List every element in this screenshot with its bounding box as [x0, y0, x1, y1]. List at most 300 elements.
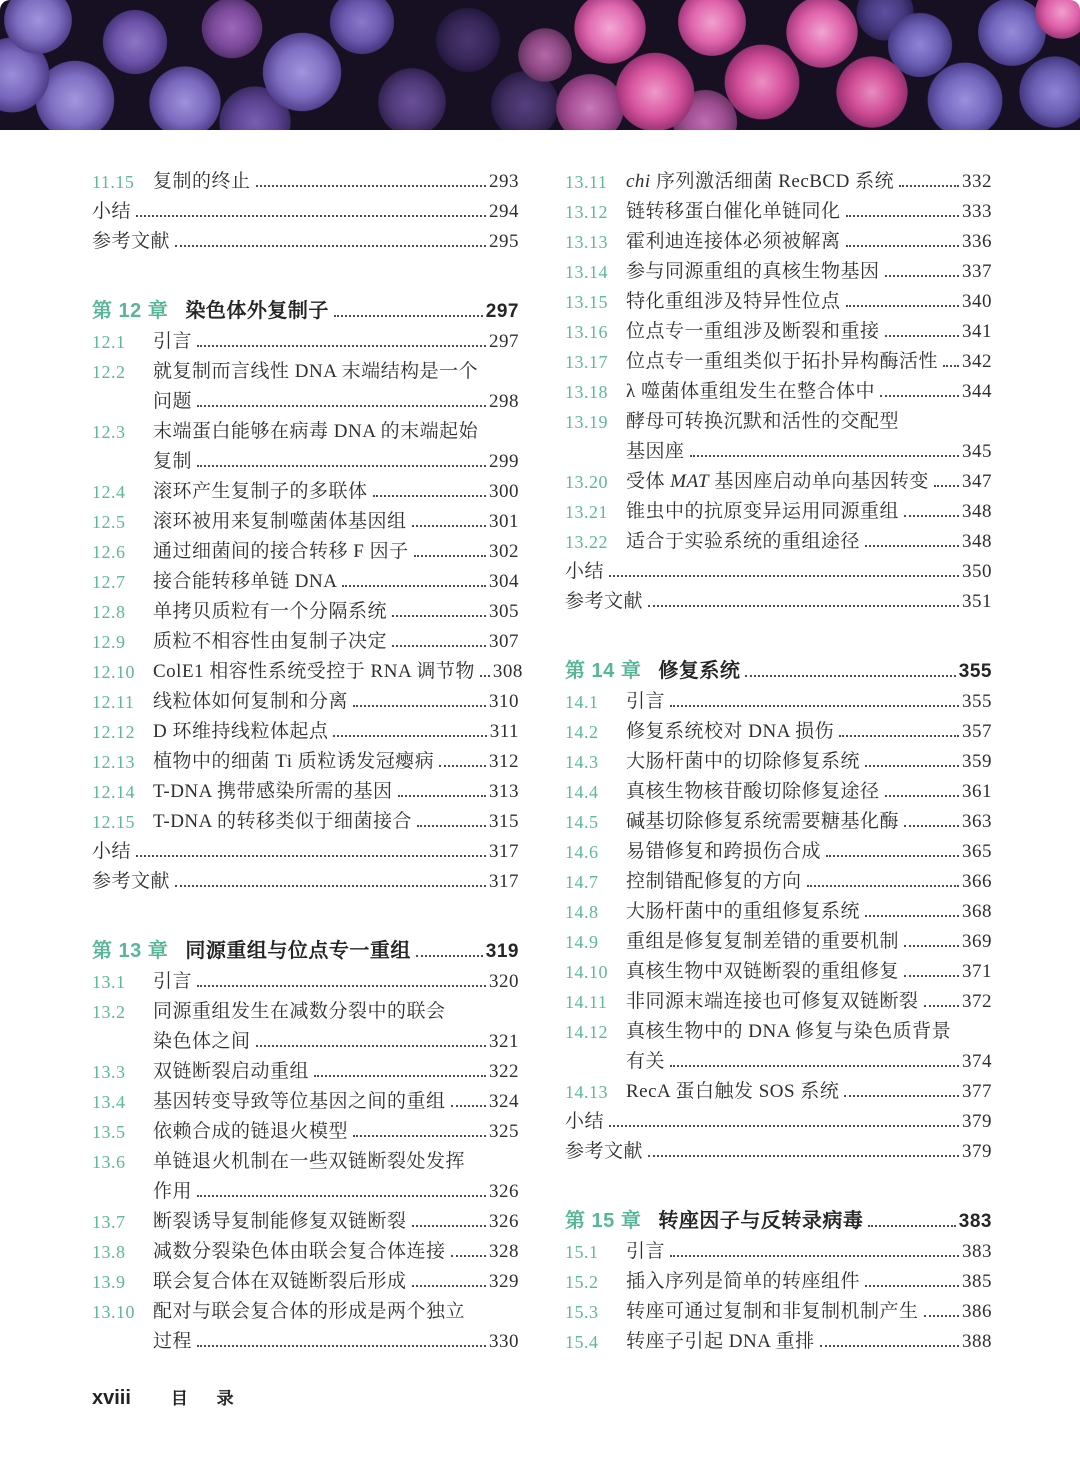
entry-title-continued: 基因座: [626, 441, 685, 462]
entry-title: T-DNA 的转移类似于细菌接合: [153, 811, 413, 832]
section-number: 14.10: [565, 962, 608, 982]
entry-title: 位点专一重组类似于拓扑异构酶活性: [626, 351, 939, 372]
section-number: 12.9: [92, 632, 126, 652]
section-number: 13.16: [565, 322, 608, 342]
entry-title: 受体 MAT 基因座启动单向基因转变: [626, 471, 929, 492]
dot-leader: [314, 1075, 486, 1077]
dot-leader: [690, 455, 959, 457]
page-number: 337: [962, 261, 992, 282]
entry-title: 同源重组发生在减数分裂中的联会: [153, 1001, 446, 1022]
entry-title: 转座子引起 DNA 重排: [626, 1331, 815, 1352]
toc-chapter-heading: [92, 929, 519, 963]
entry-title: 引言: [626, 1241, 666, 1262]
toc-entry: [92, 1053, 519, 1083]
toc-entry-continuation: [92, 383, 519, 413]
entry-title: 霍利迪连接体必须被解离: [626, 231, 841, 252]
section-number: 12.10: [92, 662, 135, 682]
entry-title: 位点专一重组涉及断裂和重接: [626, 321, 880, 342]
page-number: 350: [962, 561, 992, 582]
section-number: 12.6: [92, 542, 126, 562]
page-number: 359: [962, 751, 992, 772]
entry-title: 末端蛋白能够在病毒 DNA 的末端起始: [153, 421, 479, 442]
dot-leader: [670, 705, 959, 707]
toc-entry-continuation: [92, 443, 519, 473]
toc-entry: [92, 323, 519, 353]
toc-entry: [565, 1263, 992, 1293]
toc-entry: [92, 713, 519, 743]
dot-leader: [880, 395, 959, 397]
entry-title: 控制错配修复的方向: [626, 871, 802, 892]
toc-entry: [565, 403, 992, 433]
header-molecule-photo: [0, 0, 1080, 130]
toc-entry: [565, 713, 992, 743]
dot-leader: [197, 345, 486, 347]
toc-entry: [565, 1103, 992, 1133]
entry-title: 引言: [626, 691, 666, 712]
page-number: 302: [489, 541, 519, 562]
page-number: 325: [489, 1121, 519, 1142]
section-number: 14.11: [565, 992, 608, 1012]
toc-chapter-heading: [92, 289, 519, 323]
entry-title: 插入序列是简单的转座组件: [626, 1271, 861, 1292]
dot-leader: [670, 1065, 959, 1067]
dot-leader: [197, 1195, 486, 1197]
page-number: 319: [485, 941, 519, 962]
toc-entry: [92, 563, 519, 593]
section-number: 15.2: [565, 1272, 599, 1292]
entry-title: 引言: [153, 971, 193, 992]
entry-title: 碱基切除修复系统需要糖基化酶: [626, 811, 900, 832]
entry-title: 滚环产生复制子的多联体: [153, 481, 368, 502]
toc-entry: [565, 493, 992, 523]
page-number: 326: [489, 1181, 519, 1202]
page-number: 333: [962, 201, 992, 222]
entry-title: 线粒体如何复制和分离: [153, 691, 349, 712]
page-number: 317: [489, 841, 519, 862]
toc-content: [92, 163, 992, 1353]
entry-title: 真核生物核苷酸切除修复途径: [626, 781, 880, 802]
dot-leader: [846, 305, 959, 307]
entry-title-continued: 问题: [153, 391, 193, 412]
section-number: 14.4: [565, 782, 599, 802]
section-number: 12.7: [92, 572, 126, 592]
toc-entry: [92, 993, 519, 1023]
toc-entry: [92, 1083, 519, 1113]
toc-entry: [565, 1073, 992, 1103]
dot-leader: [904, 825, 959, 827]
dot-leader: [256, 1045, 486, 1047]
dot-leader: [451, 1105, 486, 1107]
toc-entry-continuation: [92, 1323, 519, 1353]
section-number: 12.12: [92, 722, 135, 742]
toc-entry: [565, 163, 992, 193]
page-number: 308: [492, 661, 523, 682]
section-number: 14.12: [565, 1022, 608, 1042]
entry-title: T-DNA 携带感染所需的基因: [153, 781, 393, 802]
section-number: 13.13: [565, 232, 608, 252]
section-number: 14.5: [565, 812, 599, 832]
page-number: 336: [962, 231, 992, 252]
dot-leader: [934, 485, 959, 487]
entry-title: 非同源末端连接也可修复双链断裂: [626, 991, 919, 1012]
page-number: 329: [489, 1271, 519, 1292]
entry-title-continued: 染色体之间: [153, 1031, 251, 1052]
section-number: 12.3: [92, 422, 126, 442]
toc-entry: [92, 1113, 519, 1143]
page-number: 297: [489, 331, 519, 352]
page-number: 379: [962, 1141, 992, 1162]
dot-leader: [745, 675, 955, 677]
toc-entry: [565, 553, 992, 583]
dot-leader: [175, 885, 486, 887]
page-number: 348: [962, 531, 992, 552]
toc-entry: [92, 863, 519, 893]
chapter-title: 同源重组与位点专一重组: [185, 940, 411, 962]
toc-entry: [92, 1233, 519, 1263]
dot-leader: [197, 465, 486, 467]
dot-leader: [136, 215, 486, 217]
entry-title: 通过细菌间的接合转移 F 因子: [153, 541, 409, 562]
toc-entry-continuation: [92, 1173, 519, 1203]
entry-title: 单链退火机制在一些双链断裂处发挥: [153, 1151, 466, 1172]
section-number: 13.7: [92, 1212, 126, 1232]
chapter-label: 第 14 章: [565, 660, 642, 682]
entry-title: 重组是修复复制差错的重要机制: [626, 931, 900, 952]
toc-entry: [565, 223, 992, 253]
dot-leader: [868, 1225, 955, 1227]
page-number: 313: [489, 781, 519, 802]
page-number: 386: [962, 1301, 992, 1322]
dot-leader: [899, 185, 959, 187]
page-number: 342: [962, 351, 992, 372]
dot-leader: [416, 955, 483, 957]
toc-entry: [565, 923, 992, 953]
page-number: 294: [489, 201, 519, 222]
page-number: 361: [962, 781, 992, 802]
dot-leader: [943, 365, 959, 367]
dot-leader: [175, 245, 486, 247]
dot-leader: [256, 185, 486, 187]
entry-title: 质粒不相容性由复制子决定: [153, 631, 388, 652]
page-number: 383: [958, 1211, 992, 1232]
entry-title: 双链断裂启动重组: [153, 1061, 310, 1082]
toc-entry: [565, 193, 992, 223]
toc-chapter-heading: [565, 649, 992, 683]
dot-leader: [648, 1155, 959, 1157]
toc-entry: [92, 413, 519, 443]
toc-entry: [92, 963, 519, 993]
entry-title: 依赖合成的链退火模型: [153, 1121, 349, 1142]
dot-leader: [807, 885, 959, 887]
entry-title: 参考文献: [565, 1141, 644, 1162]
section-number: 13.17: [565, 352, 608, 372]
chapter-label: 第 12 章: [92, 300, 169, 322]
entry-title: RecA 蛋白触发 SOS 系统: [626, 1081, 840, 1102]
entry-title: 小结: [92, 201, 132, 222]
page-number: 293: [489, 171, 519, 192]
section-number: 13.9: [92, 1272, 126, 1292]
page-number: 363: [962, 811, 992, 832]
page-number: 307: [489, 631, 519, 652]
chapter-title: 染色体外复制子: [185, 300, 329, 322]
section-number: 13.2: [92, 1002, 126, 1022]
section-number: 12.4: [92, 482, 126, 502]
page-number: 305: [489, 601, 519, 622]
section-number: 14.13: [565, 1082, 608, 1102]
toc-entry: [565, 803, 992, 833]
dot-leader: [417, 825, 486, 827]
entry-title: 真核生物中的 DNA 修复与染色质背景: [626, 1021, 952, 1042]
entry-title: D 环维持线粒体起点: [153, 721, 329, 742]
entry-title: λ 噬菌体重组发生在整合体中: [626, 381, 875, 402]
section-number: 13.12: [565, 202, 608, 222]
toc-entry: [565, 1323, 992, 1353]
dot-leader: [342, 585, 486, 587]
toc-entry: [565, 683, 992, 713]
page-number: 344: [962, 381, 992, 402]
toc-entry: [565, 983, 992, 1013]
toc-entry: [92, 773, 519, 803]
dot-leader: [609, 575, 959, 577]
entry-title: 联会复合体在双链断裂后形成: [153, 1271, 407, 1292]
section-number: 14.2: [565, 722, 599, 742]
section-number: 13.5: [92, 1122, 126, 1142]
entry-title: 转座可通过复制和非复制机制产生: [626, 1301, 919, 1322]
dot-leader: [197, 1345, 486, 1347]
entry-title: 引言: [153, 331, 193, 352]
section-number: 13.19: [565, 412, 608, 432]
dot-leader: [670, 1255, 959, 1257]
toc-entry: [92, 833, 519, 863]
dot-leader: [480, 675, 490, 677]
dot-leader: [839, 735, 959, 737]
dot-leader: [373, 495, 486, 497]
section-number: 13.14: [565, 262, 608, 282]
chapter-label: 第 13 章: [92, 940, 169, 962]
toc-entry: [565, 463, 992, 493]
page-number: 366: [962, 871, 992, 892]
toc-entry: [565, 773, 992, 803]
page-number: 368: [962, 901, 992, 922]
section-number: 12.15: [92, 812, 135, 832]
toc-entry: [565, 343, 992, 373]
page-number: 355: [958, 661, 992, 682]
section-number: 13.8: [92, 1242, 126, 1262]
dot-leader: [865, 765, 959, 767]
dot-leader: [826, 855, 959, 857]
entry-title: 植物中的细菌 Ti 质粒诱发冠瘿病: [153, 751, 435, 772]
section-number: 12.2: [92, 362, 126, 382]
entry-title: 参考文献: [92, 871, 171, 892]
footer-section-label: 目 录: [170, 1389, 246, 1408]
toc-entry: [92, 223, 519, 253]
page-number: 326: [489, 1211, 519, 1232]
dot-leader: [648, 605, 959, 607]
page-number: 345: [962, 441, 992, 462]
chapter-title: 转座因子与反转录病毒: [658, 1210, 864, 1232]
page-number: 322: [489, 1061, 519, 1082]
toc-entry: [565, 743, 992, 773]
toc-entry: [92, 473, 519, 503]
page-number: 388: [962, 1331, 992, 1352]
page-number: 357: [962, 721, 992, 742]
page-number: 310: [489, 691, 519, 712]
dot-leader: [412, 1285, 486, 1287]
toc-left-column: [92, 163, 523, 1353]
toc-entry: [565, 253, 992, 283]
toc-entry: [92, 743, 519, 773]
toc-entry: [565, 863, 992, 893]
section-number: 14.8: [565, 902, 599, 922]
entry-title-continued: 作用: [153, 1181, 193, 1202]
entry-title-continued: 复制: [153, 451, 193, 472]
page-number: 317: [489, 871, 519, 892]
dot-leader: [334, 315, 483, 317]
entry-title: 真核生物中双链断裂的重组修复: [626, 961, 900, 982]
toc-entry: [565, 313, 992, 343]
page-number: 301: [489, 511, 519, 532]
section-number: 13.3: [92, 1062, 126, 1082]
page-number: 300: [489, 481, 519, 502]
entry-title: chi 序列激活细菌 RecBCD 系统: [626, 171, 895, 192]
dot-leader: [353, 705, 486, 707]
entry-title: 大肠杆菌中的切除修复系统: [626, 751, 861, 772]
toc-entry: [92, 1263, 519, 1293]
page-number: 383: [962, 1241, 992, 1262]
section-number: 13.18: [565, 382, 608, 402]
dot-leader: [451, 1255, 486, 1257]
toc-entry: [565, 1133, 992, 1163]
dot-leader: [820, 1345, 959, 1347]
page-number: 377: [962, 1081, 992, 1102]
toc-entry: [92, 683, 519, 713]
toc-entry: [92, 593, 519, 623]
section-number: 13.10: [92, 1302, 135, 1322]
section-number: 13.6: [92, 1152, 126, 1172]
dot-leader: [412, 525, 486, 527]
page-number: 355: [962, 691, 992, 712]
dot-leader: [865, 915, 959, 917]
page-number: 324: [489, 1091, 519, 1112]
page-number: 372: [962, 991, 992, 1012]
section-number: 11.15: [92, 172, 135, 192]
dot-leader: [846, 215, 959, 217]
page-number: 365: [962, 841, 992, 862]
toc-entry: [92, 353, 519, 383]
dot-leader: [439, 765, 486, 767]
dot-leader: [844, 1095, 959, 1097]
toc-entry: [92, 803, 519, 833]
entry-title: 链转移蛋白催化单链同化: [626, 201, 841, 222]
page-number: 320: [489, 971, 519, 992]
entry-title: 小结: [565, 1111, 605, 1132]
entry-title: 酵母可转换沉默和活性的交配型: [626, 411, 900, 432]
toc-entry: [92, 653, 523, 683]
page-number: 369: [962, 931, 992, 952]
entry-title: 锥虫中的抗原变异运用同源重组: [626, 501, 900, 522]
section-number: 15.4: [565, 1332, 599, 1352]
dot-leader: [924, 1005, 959, 1007]
dot-leader: [924, 1315, 959, 1317]
toc-entry-continuation: [565, 1043, 992, 1073]
entry-title: 滚环被用来复制噬菌体基因组: [153, 511, 407, 532]
section-number: 14.3: [565, 752, 599, 772]
page-number: 298: [489, 391, 519, 412]
dot-leader: [197, 985, 486, 987]
dot-leader: [136, 855, 486, 857]
entry-title: 基因转变导致等位基因之间的重组: [153, 1091, 446, 1112]
entry-title: 参考文献: [565, 591, 644, 612]
section-number: 13.1: [92, 972, 126, 992]
section-number: 12.1: [92, 332, 126, 352]
entry-title: 复制的终止: [153, 171, 251, 192]
page-number: 340: [962, 291, 992, 312]
entry-title: 接合能转移单链 DNA: [153, 571, 338, 592]
section-number: 13.21: [565, 502, 608, 522]
toc-entry: [565, 1293, 992, 1323]
toc-entry: [92, 193, 519, 223]
dot-leader: [865, 545, 959, 547]
toc-entry: [92, 1143, 519, 1173]
section-number: 12.14: [92, 782, 135, 802]
dot-leader: [333, 735, 486, 737]
dot-leader: [885, 795, 959, 797]
section-number: 12.13: [92, 752, 135, 772]
toc-entry: [92, 533, 519, 563]
dot-leader: [885, 335, 959, 337]
section-number: 14.7: [565, 872, 599, 892]
toc-chapter-heading: [565, 1199, 992, 1233]
toc-entry: [565, 583, 992, 613]
entry-title: 断裂诱导复制能修复双链断裂: [153, 1211, 407, 1232]
entry-title: 特化重组涉及特异性位点: [626, 291, 841, 312]
toc-entry: [565, 833, 992, 863]
page-number: 321: [489, 1031, 519, 1052]
entry-title: 就复制而言线性 DNA 末端结构是一个: [153, 361, 479, 382]
page-number: 328: [489, 1241, 519, 1262]
toc-entry: [565, 283, 992, 313]
entry-title: 适合于实验系统的重组途径: [626, 531, 861, 552]
entry-title: 大肠杆菌中的重组修复系统: [626, 901, 861, 922]
toc-entry: [92, 1203, 519, 1233]
section-number: 12.5: [92, 512, 126, 532]
page-number: 315: [489, 811, 519, 832]
page-number: 351: [962, 591, 992, 612]
folio-page-number: xviii: [92, 1387, 131, 1409]
entry-title: 参与同源重组的真核生物基因: [626, 261, 880, 282]
dot-leader: [885, 275, 959, 277]
section-number: 15.3: [565, 1302, 599, 1322]
entry-title: 小结: [565, 561, 605, 582]
toc-entry: [565, 373, 992, 403]
page-number: 374: [962, 1051, 992, 1072]
page-number: 297: [485, 301, 519, 322]
page-number: 332: [962, 171, 992, 192]
dot-leader: [197, 405, 486, 407]
toc-entry: [565, 1013, 992, 1043]
section-number: 12.8: [92, 602, 126, 622]
page-number: 304: [489, 571, 519, 592]
dot-leader: [353, 1135, 486, 1137]
section-number: 14.9: [565, 932, 599, 952]
page-number: 330: [489, 1331, 519, 1352]
entry-title: 参考文献: [92, 231, 171, 252]
page-number: 347: [962, 471, 992, 492]
dot-leader: [904, 975, 959, 977]
dot-leader: [392, 645, 486, 647]
toc-entry: [565, 523, 992, 553]
page-number: 295: [489, 231, 519, 252]
